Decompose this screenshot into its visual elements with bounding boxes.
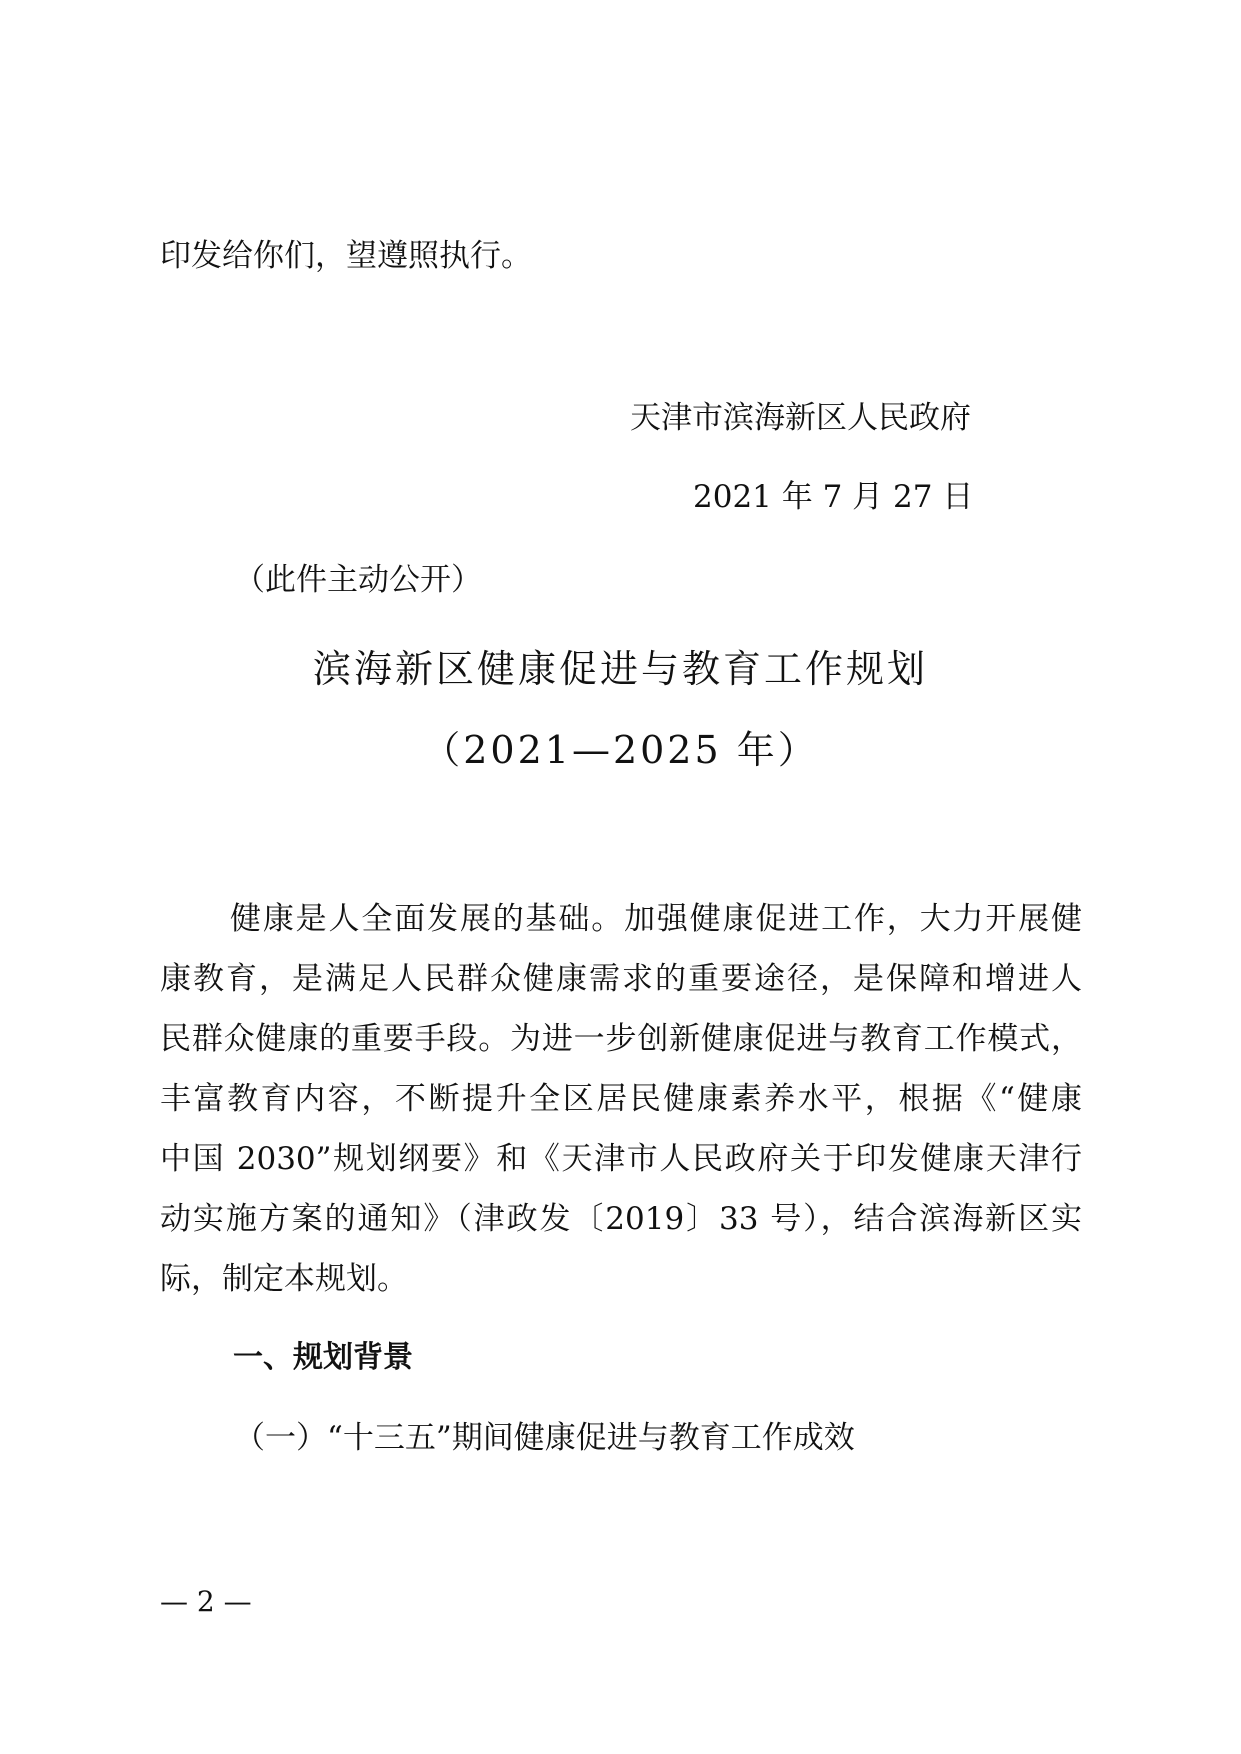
signing-date: 2021 年 7 月 27 日	[693, 479, 974, 515]
paragraph-line: 中国 2030”规划纲要》和《天津市人民政府关于印发健康天津行	[160, 1141, 1082, 1177]
intro-paragraph	[160, 889, 1082, 1309]
section-heading: 一、规划背景	[233, 1340, 413, 1375]
paragraph-line: 丰富教育内容，不断提升全区居民健康素养水平，根据《“健康	[160, 1081, 1082, 1117]
disclosure-note: （此件主动公开）	[234, 562, 482, 598]
closing-sentence: 印发给你们，望遵照执行。	[160, 238, 532, 274]
page-number: — 2 —	[160, 1585, 252, 1618]
paragraph-line: 康教育，是满足人民群众健康需求的重要途径，是保障和增进人	[160, 961, 1082, 997]
paragraph-line: 动实施方案的通知》（津政发〔2019〕33 号），结合滨海新区实	[160, 1201, 1082, 1237]
document-title: 滨海新区健康促进与教育工作规划	[312, 647, 928, 691]
paragraph-line: 际，制定本规划。	[160, 1261, 408, 1297]
paragraph-line: 民群众健康的重要手段。为进一步创新健康促进与教育工作模式，	[160, 1021, 1082, 1057]
document-subtitle-years: （2021—2025 年）	[422, 728, 819, 772]
subsection-heading: （一）“十三五”期间健康促进与教育工作成效	[234, 1420, 855, 1456]
paragraph-line: 健康是人全面发展的基础。加强健康促进工作，大力开展健	[230, 901, 1082, 937]
signing-organization: 天津市滨海新区人民政府	[630, 400, 971, 436]
